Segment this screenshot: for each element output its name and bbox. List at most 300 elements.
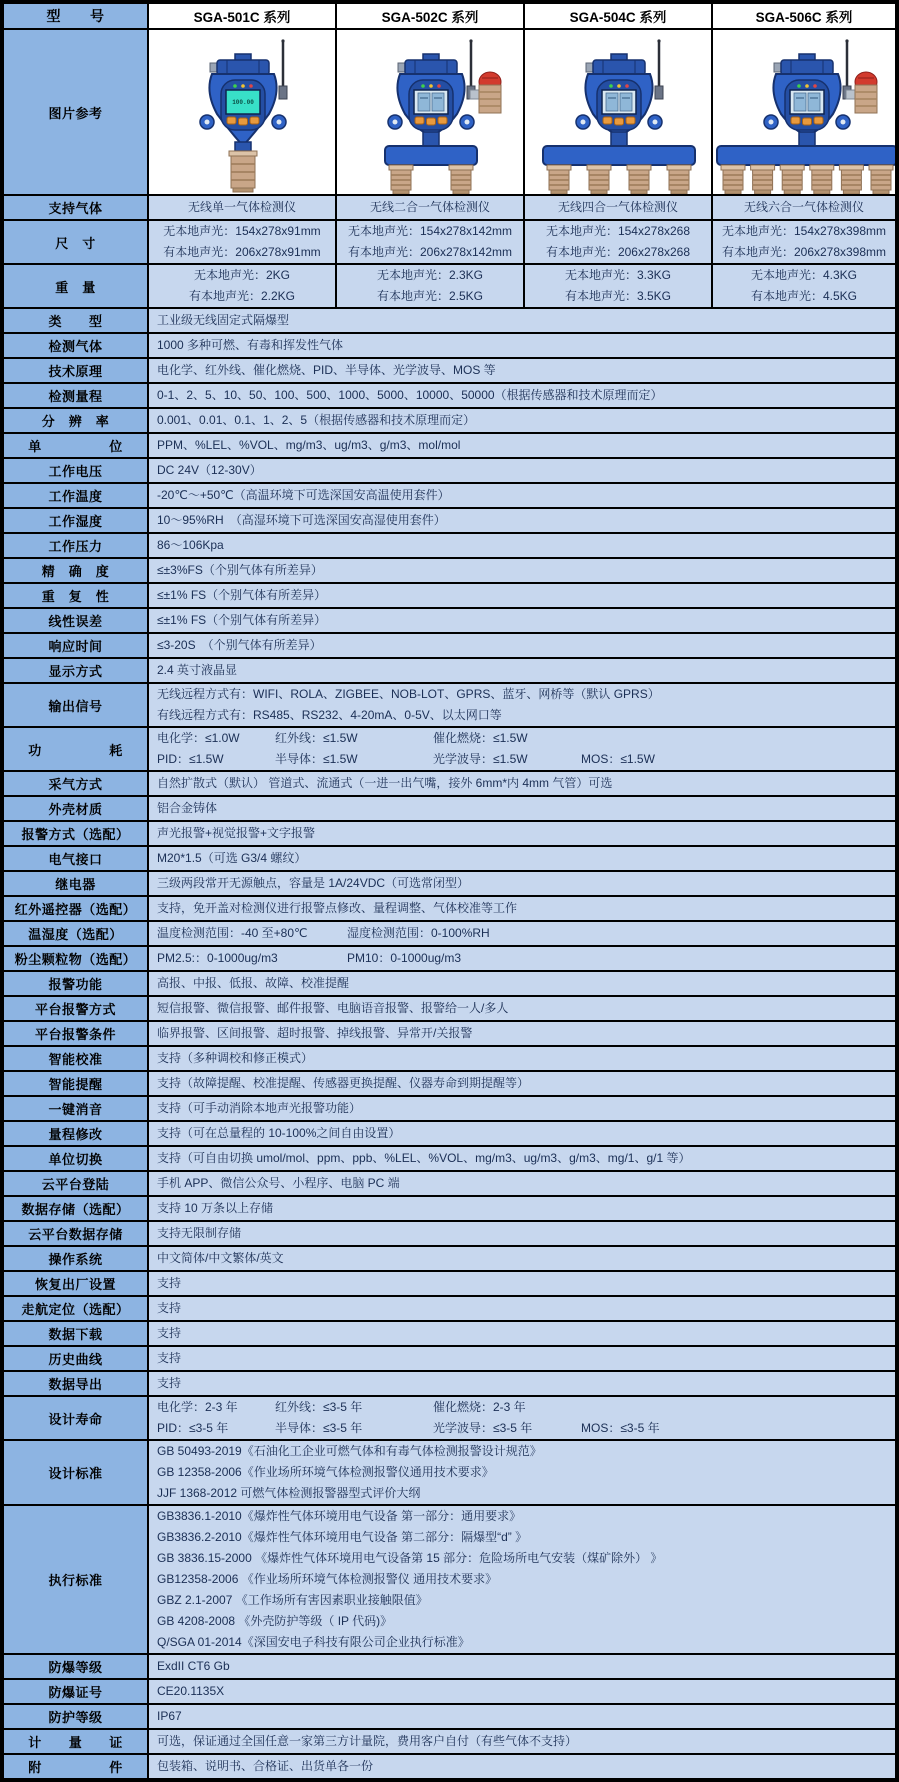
spec-value [148, 946, 896, 971]
spec-value [148, 1704, 896, 1729]
spec-segment: MOS：≤1.5W [581, 752, 655, 766]
manifold-bar [543, 146, 695, 165]
row-label: 防爆等级 [3, 1654, 148, 1679]
row-label: 重 复 性 [3, 583, 148, 608]
spec-row [3, 633, 896, 658]
row-label: 外壳材质 [3, 796, 148, 821]
spec-row [3, 1679, 896, 1704]
spec-segment: 催化燃烧：≤1.5W [433, 731, 528, 745]
spec-cell-line: 无线六合一气体检测仪 [743, 200, 864, 214]
sensor-probe [389, 165, 413, 194]
spec-value-line: 无线远程方式有：WIFI、ROLA、ZIGBEE、NOB-LOT、GPRS、蓝牙、网桥等（默认 GPRS） [157, 687, 660, 701]
spec-value [148, 533, 896, 558]
spec-value-line: GB3836.2-2010《爆炸性气体环境用电气设备 第二部分：隔爆型“d” 》 [157, 1530, 528, 1544]
spec-cell-line: 无本地声光：4.3KG [750, 268, 858, 282]
spec-value [148, 333, 896, 358]
spec-cell [148, 220, 336, 264]
spec-cell-line: 无本地声光：2.3KG [376, 268, 484, 282]
spec-value-line: GB 3836.15-2000 《爆炸性气体环境用电气设备第 15 部分：危险场所电气安装（煤矿除外） 》 [157, 1551, 663, 1565]
spec-cell-line: 有本地声光：3.5KG [564, 289, 672, 303]
spec-value-line [149, 1418, 895, 1439]
spec-row [3, 1371, 896, 1396]
manifold-bar [717, 146, 896, 165]
spec-value [148, 408, 896, 433]
spec-cell-line: 无线四合一气体检测仪 [557, 200, 678, 214]
device-image-sga-502c [337, 30, 524, 194]
spec-value [148, 383, 896, 408]
spec-row [3, 1396, 896, 1440]
spec-cell-line: 有本地声光：206x278x398mm [721, 245, 887, 259]
row-label: 数据下载 [3, 1321, 148, 1346]
spec-value [148, 483, 896, 508]
row-label: 智能提醒 [3, 1071, 148, 1096]
spec-row [3, 508, 896, 533]
alarm-beacon-icon [470, 72, 501, 113]
spec-value-line: 支持 [157, 1276, 182, 1290]
spec-segment: PM10：0-1000ug/m3 [347, 951, 462, 965]
row-label: 重 量 [3, 264, 148, 308]
row-label: 粉尘颗粒物（选配） [3, 946, 148, 971]
spec-cell-line: 有本地声光：206x278x91mm [163, 245, 321, 259]
spec-value-line: 临界报警、区间报警、超时报警、掉线报警、异常开/关报警 [157, 1026, 473, 1040]
spec-row [3, 1754, 896, 1779]
row-label: 报警功能 [3, 971, 148, 996]
spec-cell-line: 无本地声光：154x278x398mm [721, 224, 887, 238]
spec-value-line: 1000 多种可燃、有毒和挥发性气体 [157, 338, 344, 352]
spec-row [3, 1654, 896, 1679]
spec-value [148, 1271, 896, 1296]
spec-segment: 温度检测范围：-40 至+80℃ [157, 926, 308, 940]
spec-row [3, 264, 896, 308]
row-label: 工作温度 [3, 483, 148, 508]
spec-row [3, 1246, 896, 1271]
spec-cell-line: 有本地声光：2.5KG [376, 289, 484, 303]
row-label: 红外遥控器（选配） [3, 896, 148, 921]
spec-cell-line: 有本地声光：206x278x142mm [347, 245, 513, 259]
spec-value [148, 308, 896, 333]
row-label: 数据导出 [3, 1371, 148, 1396]
alarm-beacon-icon [846, 72, 877, 113]
spec-row [3, 533, 896, 558]
spec-value-line: 铝合金铸体 [157, 801, 218, 815]
spec-value [148, 1196, 896, 1221]
spec-cell [148, 195, 336, 220]
spec-value-line: ≤±3%FS（个别气体有所差异） [157, 563, 323, 577]
manifold-bar [385, 146, 477, 165]
spec-value [148, 1171, 896, 1196]
sensor-probe [627, 165, 651, 194]
spec-row [3, 1146, 896, 1171]
spec-value-line: 支持（可手动消除本地声光报警功能） [157, 1101, 362, 1115]
spec-row [3, 771, 896, 796]
row-label: 支持气体 [3, 195, 148, 220]
product-image-cell-sga-501c [148, 29, 336, 195]
row-label: 功 耗 [3, 727, 148, 771]
row-label: 检测气体 [3, 333, 148, 358]
spec-cell-line: 有本地声光：4.5KG [750, 289, 858, 303]
spec-value-line: GB3836.1-2010《爆炸性气体环境用电气设备 第一部分：通用要求》 [157, 1509, 522, 1523]
spec-value-line: 包装箱、说明书、合格证、出货单各一份 [157, 1759, 374, 1773]
spec-value-line: 工业级无线固定式隔爆型 [157, 313, 290, 327]
device-screen [226, 90, 260, 114]
spec-row [3, 408, 896, 433]
image-row [3, 29, 896, 195]
spec-value [148, 658, 896, 683]
device-image-sga-506c [713, 30, 896, 194]
spec-value [148, 1679, 896, 1704]
spec-value-line: 支持 10 万条以上存储 [157, 1201, 274, 1215]
row-label: 采气方式 [3, 771, 148, 796]
spec-value [148, 1440, 896, 1505]
row-label: 响应时间 [3, 633, 148, 658]
spec-value [148, 846, 896, 871]
row-label: 历史曲线 [3, 1346, 148, 1371]
spec-row [3, 1046, 896, 1071]
spec-value-line: 支持（可在总量程的 10-100%之间自由设置） [157, 1126, 401, 1140]
spec-value [148, 996, 896, 1021]
spec-value-line: GB 50493-2019《石油化工企业可燃气体和有毒气体检测报警设计规范》 [157, 1444, 542, 1458]
spec-row [3, 483, 896, 508]
spec-value [148, 1146, 896, 1171]
spec-cell [712, 220, 896, 264]
row-label: 输出信号 [3, 683, 148, 727]
spec-value-line: Q/SGA 01-2014《深国安电子科技有限公司企业执行标准》 [157, 1635, 470, 1649]
spec-value-line: 支持 [157, 1301, 182, 1315]
product-image-cell-sga-502c [336, 29, 524, 195]
row-label: 报警方式（选配） [3, 821, 148, 846]
spec-value [148, 1371, 896, 1396]
spec-segment: 电化学：≤1.0W [157, 731, 240, 745]
spec-row [3, 996, 896, 1021]
spec-value-line: 0-1、2、5、10、50、100、500、1000、5000、10000、50000（根据传感器和技术原理而定） [157, 388, 663, 402]
spec-segment: PM2.5:：0-1000ug/m3 [157, 951, 278, 965]
spec-cell-line: 有本地声光：206x278x268 [545, 245, 691, 259]
spec-cell [524, 264, 712, 308]
spec-cell-line: 无本地声光：154x278x268 [545, 224, 691, 238]
spec-value [148, 1046, 896, 1071]
spec-value-line: PPM、%LEL、%VOL、mg/m3、ug/m3、g/m3、mol/mol [157, 438, 461, 452]
spec-value [148, 727, 896, 771]
spec-value-line: ExdII CT6 Gb [157, 1659, 230, 1673]
spec-row [3, 821, 896, 846]
spec-value-line: 手机 APP、微信公众号、小程序、电脑 PC 端 [157, 1176, 400, 1190]
image-row-label: 图片参考 [3, 29, 148, 195]
row-label: 云平台数据存储 [3, 1221, 148, 1246]
spec-row [3, 1196, 896, 1221]
spec-value-line: CE20.1135X [157, 1684, 225, 1698]
spec-cell [712, 195, 896, 220]
spec-value-line: 86～106Kpa [157, 538, 224, 552]
antenna-icon [655, 39, 663, 99]
spec-row [3, 433, 896, 458]
spec-row [3, 1021, 896, 1046]
spec-row [3, 1729, 896, 1754]
row-label: 尺 寸 [3, 220, 148, 264]
sensor-probe [780, 165, 804, 194]
spec-value [148, 796, 896, 821]
spec-row [3, 658, 896, 683]
product-image-cell-sga-506c [712, 29, 896, 195]
row-label: 智能校准 [3, 1046, 148, 1071]
sensor-probe [547, 165, 571, 194]
spec-value-line: 支持（可自由切换 umol/mol、ppm、ppb、%LEL、%VOL、mg/m3、ug/m3、g/m3、mg/1、g/1 等） [157, 1151, 691, 1165]
row-label: 设计标准 [3, 1440, 148, 1505]
spec-cell-line: 无本地声光：3.3KG [564, 268, 672, 282]
spec-value [148, 871, 896, 896]
spec-cell [336, 264, 524, 308]
spec-value-line: -20℃～+50℃（高温环境下可选深国安高温使用套件） [157, 488, 450, 502]
spec-row [3, 946, 896, 971]
spec-row [3, 683, 896, 727]
spec-value [148, 771, 896, 796]
device-image-sga-501c [149, 30, 336, 194]
spec-row [3, 1221, 896, 1246]
spec-segment: 红外线：≤3-5 年 [275, 1400, 363, 1414]
spec-value-line: 自然扩散式（默认） 管道式、流通式（一进一出气嘴，接外 6mm*内 4mm 气管）可选 [157, 776, 613, 790]
spec-value-line: 三级两段常开无源触点，容量是 1A/24VDC（可选常闭型） [157, 876, 470, 890]
spec-row [3, 1296, 896, 1321]
spec-value [148, 821, 896, 846]
spec-row [3, 1271, 896, 1296]
spec-row [3, 608, 896, 633]
spec-value-line: JJF 1368-2012 可燃气体检测报警器型式评价大纲 [157, 1486, 421, 1500]
header-row [3, 3, 896, 29]
spec-segment: 催化燃烧：2-3 年 [433, 1400, 526, 1414]
row-label: 分 辨 率 [3, 408, 148, 433]
spec-value [148, 1246, 896, 1271]
spec-value-line: 高报、中报、低报、故障、校准提醒 [157, 976, 350, 990]
spec-value [148, 1396, 896, 1440]
spec-value-line [149, 948, 895, 969]
spec-value-line: 10～95%RH （高湿环境下可选深国安高湿使用套件） [157, 513, 446, 527]
spec-row [3, 333, 896, 358]
spec-value-line: 支持（故障提醒、校准提醒、传感器更换提醒、仪器寿命到期提醒等） [157, 1076, 530, 1090]
spec-value [148, 1096, 896, 1121]
spec-row [3, 583, 896, 608]
spec-value [148, 1505, 896, 1654]
spec-value [148, 508, 896, 533]
spec-segment: PID：≤3-5 年 [157, 1421, 229, 1435]
spec-value-line: GB 12358-2006《作业场所环境气体检测报警仪通用技术要求》 [157, 1465, 494, 1479]
spec-segment: 红外线：≤1.5W [275, 731, 358, 745]
spec-row [3, 383, 896, 408]
spec-value [148, 1021, 896, 1046]
spec-value-line: 2.4 英寸液晶显 [157, 663, 238, 677]
row-label: 单 位 [3, 433, 148, 458]
sensor-probe [869, 165, 893, 194]
model-header-label: 型 号 [3, 3, 148, 29]
spec-row [3, 796, 896, 821]
row-label: 防护等级 [3, 1704, 148, 1729]
antenna-icon [279, 39, 287, 99]
spec-row [3, 1121, 896, 1146]
spec-cell [336, 220, 524, 264]
spec-value-line: GB 4208-2008 《外壳防护等级（ IP 代码)》 [157, 1614, 393, 1628]
sensor-probe [667, 165, 691, 194]
device-image-sga-504c [525, 30, 712, 194]
spec-value-line: IP67 [157, 1709, 182, 1723]
spec-value-line: GBZ 2.1-2007 《工作场所有害因素职业接触限值》 [157, 1593, 428, 1607]
spec-value-line: 支持无限制存储 [157, 1226, 242, 1240]
sensor-probe [839, 165, 863, 194]
device-buttons [791, 117, 823, 125]
spec-value-line: ≤±1% FS（个别气体有所差异） [157, 588, 327, 602]
spec-value [148, 633, 896, 658]
spec-cell-line: 无线二合一气体检测仪 [369, 200, 490, 214]
spec-value-line: 电化学、红外线、催化燃烧、PID、半导体、光学波导、MOS 等 [157, 363, 496, 377]
spec-value-line: ≤±1% FS（个别气体有所差异） [157, 613, 327, 627]
spec-value-line: 中文简体/中文繁体/英文 [157, 1251, 284, 1265]
spec-value-line: 短信报警、微信报警、邮件报警、电脑语音报警、报警给一人/多人 [157, 1001, 509, 1015]
model-header-2: SGA-502C 系列 [336, 3, 524, 29]
spec-value-line [149, 1397, 895, 1418]
spec-value [148, 1121, 896, 1146]
spec-row [3, 220, 896, 264]
row-label: 平台报警条件 [3, 1021, 148, 1046]
device-screen [414, 90, 448, 114]
device-screen [602, 90, 636, 114]
spec-value-line: 支持（多种调校和修正模式） [157, 1051, 314, 1065]
spec-row [3, 195, 896, 220]
spec-value-line: M20*1.5（可选 G3/4 螺纹） [157, 851, 307, 865]
row-label: 精 确 度 [3, 558, 148, 583]
spec-cell-line: 无线单一气体检测仪 [187, 200, 296, 214]
sensor-probe [751, 165, 775, 194]
row-label: 检测量程 [3, 383, 148, 408]
row-label: 量程修改 [3, 1121, 148, 1146]
device-buttons [227, 117, 259, 125]
row-label: 类 型 [3, 308, 148, 333]
spec-value-line: GB12358-2006 《作业场所环境气体检测报警仪 通用技术要求》 [157, 1572, 498, 1586]
spec-value [148, 1071, 896, 1096]
spec-segment: MOS：≤3-5 年 [581, 1421, 660, 1435]
spec-value [148, 1321, 896, 1346]
spec-row [3, 1171, 896, 1196]
spec-value [148, 608, 896, 633]
model-header-1: SGA-501C 系列 [148, 3, 336, 29]
spec-cell [524, 220, 712, 264]
spec-value-line: 支持 [157, 1326, 182, 1340]
spec-value-line: 可选，保证通过全国任意一家第三方计量院，费用客户自付（有些气体不支持） [157, 1734, 578, 1748]
spec-cell [336, 195, 524, 220]
device-buttons [415, 117, 447, 125]
spec-value-line: 支持，免开盖对检测仪进行报警点修改、量程调整、气体校准等工作 [157, 901, 518, 915]
spec-row [3, 971, 896, 996]
row-label: 数据存储（选配） [3, 1196, 148, 1221]
spec-value-line: 声光报警+视觉报警+文字报警 [157, 826, 316, 840]
spec-row [3, 1505, 896, 1654]
spec-cell-line: 无本地声光：154x278x91mm [163, 224, 321, 238]
row-label: 平台报警方式 [3, 996, 148, 1021]
spec-value [148, 558, 896, 583]
spec-row [3, 1096, 896, 1121]
spec-row [3, 1321, 896, 1346]
spec-cell [524, 195, 712, 220]
row-label: 工作电压 [3, 458, 148, 483]
spec-cell-line: 无本地声光：154x278x142mm [347, 224, 513, 238]
spec-value-line [149, 728, 895, 749]
spec-value [148, 896, 896, 921]
sensor-probe [721, 165, 745, 194]
spec-row [3, 921, 896, 946]
row-label: 附 件 [3, 1754, 148, 1779]
device-buttons [603, 117, 635, 125]
row-label: 执行标准 [3, 1505, 148, 1654]
row-label: 单位切换 [3, 1146, 148, 1171]
spec-value [148, 1296, 896, 1321]
spec-value [148, 921, 896, 946]
row-label: 继电器 [3, 871, 148, 896]
model-header-3: SGA-504C 系列 [524, 3, 712, 29]
row-label: 计 量 证 [3, 1729, 148, 1754]
row-label: 电气接口 [3, 846, 148, 871]
spec-value [148, 1654, 896, 1679]
spec-row [3, 727, 896, 771]
spec-value [148, 971, 896, 996]
spec-value-line: 0.001、0.01、0.1、1、2、5（根据传感器和技术原理而定） [157, 413, 476, 427]
spec-row [3, 1071, 896, 1096]
spec-value [148, 1754, 896, 1779]
spec-value-line [149, 923, 895, 944]
row-label: 云平台登陆 [3, 1171, 148, 1196]
row-label: 防爆证号 [3, 1679, 148, 1704]
spec-segment: 电化学：2-3 年 [157, 1400, 238, 1414]
row-label: 工作湿度 [3, 508, 148, 533]
spec-value [148, 458, 896, 483]
spec-value [148, 1346, 896, 1371]
spec-value-line: ≤3-20S （个别气体有所差异） [157, 638, 322, 652]
spec-row [3, 558, 896, 583]
spec-row [3, 1346, 896, 1371]
row-label: 一键消音 [3, 1096, 148, 1121]
spec-row [3, 1704, 896, 1729]
device-screen [790, 90, 824, 114]
spec-segment: PID：≤1.5W [157, 752, 224, 766]
spec-row [3, 358, 896, 383]
sensor-probe [810, 165, 834, 194]
gas-detector-spec-table [2, 2, 897, 1780]
row-label: 工作压力 [3, 533, 148, 558]
row-label: 恢复出厂设置 [3, 1271, 148, 1296]
sensor-probe [449, 165, 473, 194]
spec-row [3, 871, 896, 896]
spec-cell-line: 无本地声光：2KG [193, 268, 290, 282]
sensor-probe [229, 151, 257, 192]
spec-value-line: DC 24V（12-30V） [157, 463, 262, 477]
row-label: 走航定位（选配） [3, 1296, 148, 1321]
row-label: 设计寿命 [3, 1396, 148, 1440]
spec-value [148, 1729, 896, 1754]
spec-row [3, 846, 896, 871]
row-label: 线性误差 [3, 608, 148, 633]
spec-value-line: 支持 [157, 1351, 182, 1365]
spec-segment: 光学波导：≤3-5 年 [433, 1421, 533, 1435]
spec-row [3, 1440, 896, 1505]
product-image-cell-sga-504c [524, 29, 712, 195]
spec-cell-line: 有本地声光：2.2KG [188, 289, 296, 303]
row-label: 技术原理 [3, 358, 148, 383]
spec-value [148, 583, 896, 608]
spec-value [148, 358, 896, 383]
spec-row [3, 896, 896, 921]
model-header-4: SGA-506C 系列 [712, 3, 896, 29]
svg-text:100.00: 100.00 [232, 99, 254, 106]
spec-segment: 半导体：≤1.5W [275, 752, 358, 766]
spec-segment: 光学波导：≤1.5W [433, 752, 528, 766]
spec-value-line: 有线远程方式有：RS485、RS232、4-20mA、0-5V、以太网口等 [157, 708, 502, 722]
spec-segment: 半导体：≤3-5 年 [275, 1421, 363, 1435]
spec-value-line [149, 749, 895, 770]
